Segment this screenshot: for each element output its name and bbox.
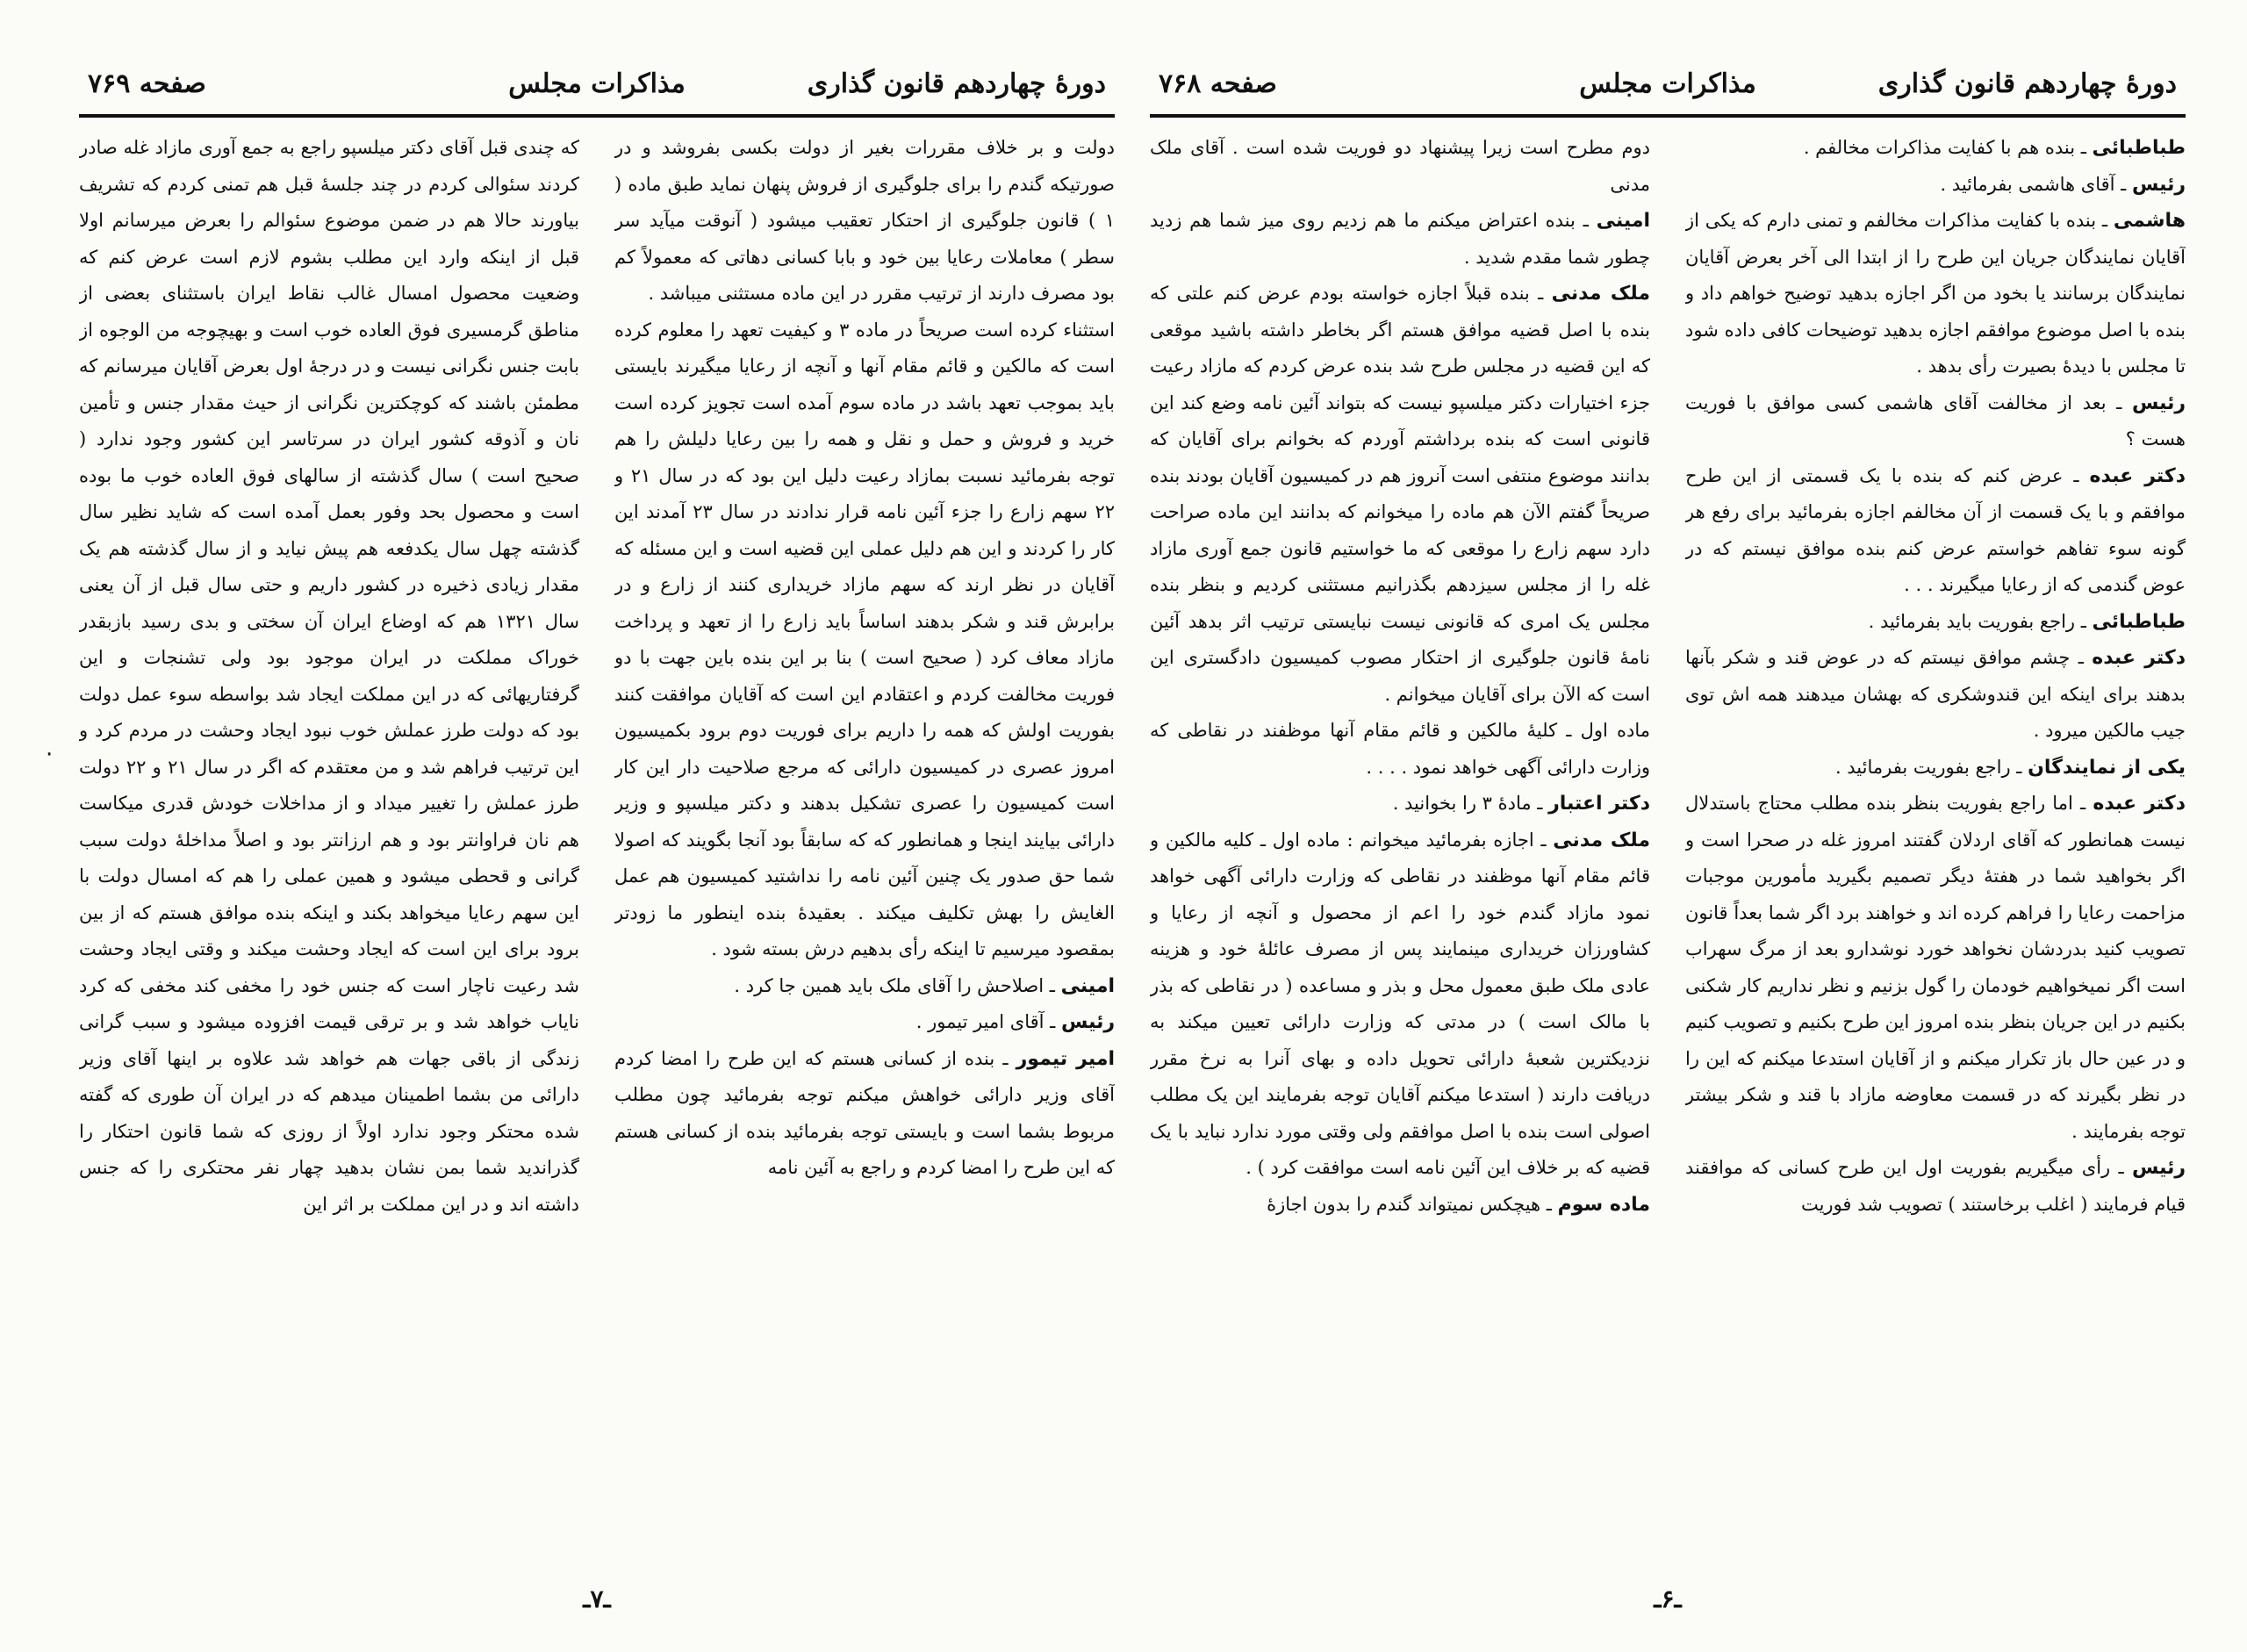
speaker-name: دکتر عبده (2092, 647, 2186, 669)
text-columns (1150, 130, 2186, 1569)
speech-paragraph (1150, 1187, 1650, 1224)
speech-paragraph (1685, 640, 2186, 750)
speech-text: ـ بنده از کسانی هستم که این طرح را امضا کردم آقای وزیر دارائی خواهش میکنم توجه بفرمائید چون مطلب مربوط بشما است و بایستی توجه بفرمائید بنده از کسانی هستم که این طرح را امضا کردم و راجع به آئین نامه (614, 1047, 1115, 1178)
speech-paragraph (1685, 385, 2186, 458)
speaker-name: امینی (1060, 974, 1115, 997)
speech-paragraph (1150, 713, 1650, 786)
speech-paragraph (1150, 276, 1650, 713)
text-column (79, 130, 579, 1569)
left-page (79, 53, 1115, 1633)
page-folio: ـ۷ـ (583, 1584, 611, 1613)
speech-text: ـ هیچکس نمیتواند گندم را بدون اجازهٔ (1267, 1193, 1558, 1215)
speaker-name: امینی (1596, 210, 1650, 232)
speaker-name: یکی از نمایندگان (2028, 756, 2186, 779)
speech-text: ـ مادهٔ ۳ را بخوانید . (1392, 793, 1549, 814)
speech-paragraph (1150, 822, 1650, 1187)
speech-paragraph (1685, 203, 2186, 385)
speaker-name: رئیس (2131, 391, 2186, 414)
speaker-name: دکتر عبده (2089, 464, 2186, 487)
speech-paragraph (1685, 167, 2186, 204)
speech-paragraph (614, 1004, 1115, 1041)
speech-text: ماده اول ـ کلیهٔ مالکین و قائم مقام آنها موظفند در نقاطی که وزارت دارائی آگهی خواهد نمود . . . . (1150, 720, 1650, 778)
speech-paragraph (614, 968, 1115, 1005)
page-number-label: صفحه ۷۶۸ (1159, 68, 1277, 99)
speaker-name: ماده سوم (1557, 1193, 1650, 1216)
margin-mark: · (46, 742, 54, 768)
text-column (1150, 130, 1650, 1569)
speech-paragraph (1685, 458, 2186, 604)
speaker-name: ملک مدنی (1551, 283, 1650, 305)
speech-paragraph (614, 1041, 1115, 1187)
speech-text: ـ راجع بفوریت بفرمائید . (1834, 756, 2028, 778)
speech-text: ـ بنده قبلاً اجازه خواسته بودم عرض کنم علتی که بنده با اصل قضیه موافق هستم اگر بخاطر داشته باشید موقعی که این قضیه در مجلس طرح شد بنده عرض کردم که مازاد رعیت جزء اختیارات دکتر میلسپو نیست که بتواند آئین نامه وضع کند این قانونی است که بنده برداشتم آوردم که بخوانم برای آقایان که بدانند موضوع منتفی است آنروز هم در کمیسیون آقایان بودند بنده صریحاً گفتم الآن هم ماده را میخوانم که بدانند این ماده صراحت دارد سهم زارع را موقعی که ما خواستیم قانون جمع آوری مازاد غله را از مجلس سیزدهم بگذرانیم مستثنی کردیم و بنظر بنده مجلس یک امری که قانونی نیست نبایستی ترتیب اثر بدهد آئین نامهٔ قانون جلوگیری از احتکار مصوب کمیسیون دادگستری این است که الآن برای آقایان میخوانم . (1150, 283, 1650, 705)
page-header (79, 61, 1115, 118)
speech-paragraph (1150, 130, 1650, 203)
speaker-name: رئیس (2131, 1157, 2186, 1179)
session-title: دورهٔ چهاردهم قانون گذاری (807, 68, 1106, 99)
speech-text: ـ بعد از مخالفت آقای هاشمی کسی موافق با فوریت هست ؟ (1685, 391, 2186, 449)
speech-text: ـ اما راجع بفوریت بنظر بنده مطلب محتاج باستدلال نیست همانطور که آقای اردلان گفتند امروز غله در صحرا است و اگر بخواهید شما در هفتهٔ دیگر تصمیم بگیرید مأمورین موجبات مزاحمت رعایا را فراهم کرده اند و خواهند برد اگر شما بعداً قانون تصویب کنید بدردشان نخواهد خورد نوشدارو بعد از مرگ سهراب است اگر نمیخواهیم خودمان را گول بزنیم و نظر نداریم کار شکنی بکنیم در این جریان بنظر بنده امروز این طرح بکنیم و تصویب کنیم و در عین حال باز تکرار میکنم و از آقایان استدعا میکنم که این را در نظر بگیرند که در قسمت معاوضه مازاد با قند و شکر بیشتر توجه بفرمایند . (1685, 793, 2186, 1142)
speaker-name: طباطبائی (2092, 137, 2186, 159)
speech-paragraph (1685, 604, 2186, 641)
speech-paragraph (614, 312, 1115, 968)
speaker-name: رئیس (1060, 1011, 1115, 1033)
speech-text: که چندی قبل آقای دکتر میلسپو راجع به جمع آوری مازاد غله صادر کردند سئوالی کردم در چند جلسهٔ قبل هم تمنی کردم که تشریف بیاورند حالا هم در ضمن موضوع سئوالم را بعرض میرسانم اولا قبل از اینکه وارد این مطلب بشوم لازم است عرض کنم که وضعیت محصول امسال غالب نقاط ایران باستثنای بعضی از مناطق گرمسیری فوق العاده خوب است و بهیچوجه من الوجوه از بابت جنس نگرانی نیست و در درجهٔ اول بعرض آقایان میرسانم که مطمئن باشند که کوچکترین نگرانی از حیث مقدار جنس و تأمین نان و آذوقه کشور ایران در سرتاسر این کشور وجود ندارد ( صحیح است ) سال گذشته از سالهای فوق العاده خوب ما بوده است و محصول بحد وفور بعمل آمده است که شاید نظیر سال گذشته چهل سال یکدفعه هم پیش نیاید و از سال گذشته هم یک مقدار زیادی ذخیره در کشور داریم و حتی سال قبل از آن یعنی سال ۱۳۲۱ هم که اوضاع ایران آن سختی و بدی رسید بازبقدر خوراک مملکت در ایران موجود بود ولی تشنجات و این گرفتاریهائی که در این مملکت ایجاد شد بواسطه سوء عمل دولت بود که دولت طرز عملش خوب نبود ایجاد وحشت در مردم کرد و این ترتیب فراهم شد و من معتقدم که اگر در سال ۲۱ و ۲۲ دولت طرز عملش را تغییر میداد و از مداخلات خودش قدری میکاست هم نان فراوانتر بود و هم ارزانتر بود و اصلاً مداخلهٔ دولت سبب گرانی و قحطی میشود و همین عملی را هم که امسال دولت با این سهم رعایا میخواهد بکند و اینکه بنده موافق هستم که از بین برود برای این است که ایجاد وحشت میکند و وقتی ایجاد وحشت شد رعیت ناچار است که جنس خود را مخفی کند مخفی که کرد نایاب خواهد شد و بر ترقی قیمت افزوده میشود و سبب گرانی زندگی از باقی جهات هم خواهد شد علاوه بر اینها آقای وزیر دارائی من بشما اطمینان میدهم که در ایران آن طوری که گفته شده محتکر وجود ندارد اولاً از روزی که شما قانون احتکار را گذراندید شما بمن نشان بدهید چهار نفر محتکری را که جنس داشته اند و در این مملکت بر اثر این (79, 137, 579, 1215)
page-folio: ـ۶ـ (1654, 1584, 1682, 1613)
page-header (1150, 61, 2186, 118)
right-page (1150, 53, 2186, 1633)
speech-text: استثناء کرده است صریحاً در ماده ۳ و کیفیت تعهد را معلوم کرده است که مالکین و قائم مقام آنها و آنچه از رعایا میگیرند بایستی باید بموجب تعهد باشد در ماده سوم آمده است تجویز کرده است خرید و فروش و حمل و نقل و همه را بین رعایا دلیلش را هم توجه بفرمائید نسبت بمازاد رعیت دلیل این بود که در سال ۲۱ و ۲۲ سهم زارع را جزء آئین نامه قرار ندادند در سال ۲۳ آمدند این کار را کردند و این هم دلیل عملی این قضیه است و این مسئله که آقایان در نظر ارند که سهم مازاد خریداری کنند از زارع و در برابرش قند و شکر بدهند اساساً باید زارع را از تعهد و پرداخت مازاد معاف کرد ( صحیح است ) بنا بر این بنده باین جهت با دو فوریت مخالفت کردم و اعتقادم این است که آقایان موافقت کنند بفوریت اولش که همه را داریم برای فوریت دوم برود بکمیسیون امروز عصری در کمیسیون دارائی که مرجع صلاحیت دار این کار است کمیسیون را عصری تشکیل بدهند و دکتر میلسپو و وزیر دارائی بیایند اینجا و همانطور که که سابقاً بود آنجا بگویند که اصولا شما حق صدور یک چنین آئین نامه را نداشتید کمیسیون هم عمل الغایش را بهش تکلیف میکند . بعقیدهٔ بنده اینطور ما زودتر بمقصود میرسیم تا اینکه رأی بدهیم درش بسته شود . (614, 319, 1115, 959)
speech-text: ـ رأی میگیریم بفوریت اول این طرح کسانی که موافقند قیام فرمایند ( اغلب برخاستند ) تصویب شد فوریت (1685, 1157, 2186, 1215)
speech-text: ـ بنده هم با کفایت مذاکرات مخالفم . (1803, 137, 2093, 158)
speech-paragraph (1685, 130, 2186, 167)
speech-paragraph (1685, 786, 2186, 1150)
speech-text: ـ اجازه بفرمائید میخوانم : ماده اول ـ کلیه مالکین و قائم مقام آنها موظفند در نقاطی که وزارت دارائی آگهی خواهد نمود مازاد گندم خود را اعم از محصول و آنچه از رعایا و کشاورزان خریداری مینمایند پس از مصرف عائلهٔ خود و هزینه عادی ملک طبق معمول محل و بذر و مساعده ( در نقاطی که بذر با مالک است ) در مدتی که وزارت دارائی تعیین میکند به نزدیکترین شعبهٔ دارائی تحویل داده و بهای آنرا به نرخ مقرر دریافت دارند ( استدعا میکنم آقایان توجه بفرمایند این یک مطلب اصولی است بنده با اصل موافقم ولی وقتی مورد ندارد نباید با یک قضیه که بر خلاف این آئین نامه است موافقت کرد ) . (1150, 829, 1650, 1178)
proceedings-title: مذاکرات مجلس (1579, 68, 1756, 99)
speech-paragraph (614, 130, 1115, 312)
speaker-name: دکتر اعتبار (1548, 793, 1650, 815)
text-columns (79, 130, 1115, 1569)
speech-paragraph (1150, 786, 1650, 822)
speech-paragraph (1685, 1150, 2186, 1223)
speech-text: ـ راجع بفوریت باید بفرمائید . (1868, 610, 2093, 632)
speech-text: ـ بنده اعتراض میکنم ما هم زدیم روی میز شما هم زدید چطور شما مقدم شدید . (1150, 210, 1650, 268)
speech-text: دولت و بر خلاف مقررات بغیر از دولت بکسی بفروشد و در صورتیکه گندم را برای جلوگیری از فروش پنهان نماید طبق ماده ( ۱ ) قانون جلوگیری از احتکار تعقیب میشود ( آنوقت میآید سر سطر ) معاملات رعایا بین خود و بابا کسانی دهاتی که معمولاً کم بود مصرف دارند از ترتیب مقرر در این ماده مستثنی میباشد . (614, 137, 1115, 304)
speaker-name: امیر تیمور (1016, 1047, 1115, 1070)
session-title: دورهٔ چهاردهم قانون گذاری (1877, 68, 2177, 99)
speech-text: ـ بنده با کفایت مذاکرات مخالفم و تمنی دارم که یکی از آقایان نمایندگان جریان این طرح را از ابتدا الی آخر بعرض آقایان نمایندگان برسانند یا بخود من اگر اجازه بدهید توضیح خواهم داد و بنده با اصل موضوع موافقم اجازه بدهید توضیحات کافی داده شود تا مجلس با دیدهٔ بصیرت رأی بدهد . (1685, 210, 2186, 377)
speech-text: ـ آقای هاشمی بفرمائید . (1940, 173, 2132, 195)
text-column (1685, 130, 2186, 1569)
speech-text: ـ چشم موافق نیستم که در عوض قند و شکر بآنها بدهند برای اینکه این قندوشکری که بهشان میدهند همه اش توی جیب مالکین میرود . (1685, 647, 2186, 741)
speech-text: دوم مطرح است زیرا پیشنهاد دو فوریت شده است . آقای ملک مدنی (1150, 137, 1650, 195)
page-number-label: صفحه ۷۶۹ (88, 68, 206, 99)
text-column (614, 130, 1115, 1569)
speech-text: ـ آقای امیر تیمور . (915, 1011, 1061, 1032)
speaker-name: هاشمی (2113, 210, 2186, 232)
speech-paragraph (1150, 203, 1650, 276)
speaker-name: طباطبائی (2092, 610, 2186, 633)
speech-text: ـ عرض کنم که بنده با یک قسمتی از این طرح موافقم و با یک قسمت از آن مخالفم اجازه بفرمائید برای رفع هر گونه سوء تفاهم خواستم عرض کنم بنده موافق نیستم که در عوض گندمی که از رعایا میگیرند . . . (1685, 464, 2186, 595)
speech-paragraph (1685, 750, 2186, 786)
speaker-name: ملک مدنی (1553, 829, 1650, 851)
proceedings-title: مذاکرات مجلس (508, 68, 686, 99)
speech-paragraph (79, 130, 579, 1223)
speech-text: ـ اصلاحش را آقای ملک باید همین جا کرد . (734, 974, 1061, 996)
speaker-name: رئیس (2131, 173, 2186, 196)
speaker-name: دکتر عبده (2093, 793, 2186, 815)
